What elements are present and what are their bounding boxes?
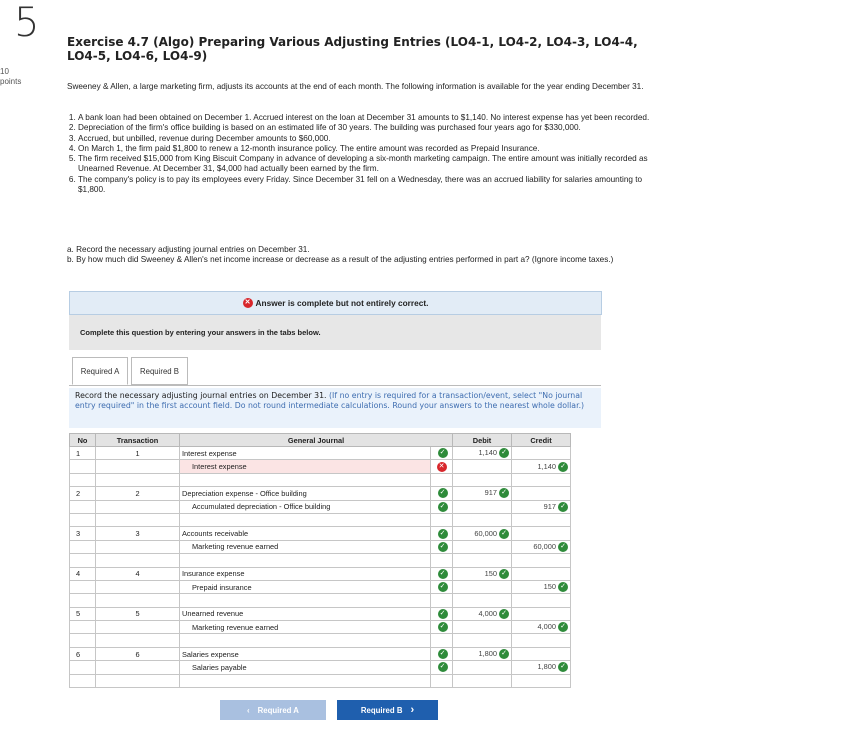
debit-amount-cell[interactable] — [453, 460, 512, 473]
account-status — [431, 500, 453, 513]
chevron-left-icon: ‹ — [247, 705, 250, 715]
transaction-empty — [96, 580, 180, 593]
entry-number: 4 — [70, 567, 96, 580]
tab-required-b[interactable]: Required B — [131, 357, 188, 385]
check-icon: ✓ — [499, 609, 509, 619]
debit-account-select[interactable]: Insurance expense — [180, 567, 431, 580]
debit-account-select[interactable]: Unearned revenue — [180, 607, 431, 620]
check-icon: ✓ — [438, 529, 448, 539]
debit-amount-cell[interactable] — [453, 621, 512, 634]
credit-amount-cell[interactable] — [512, 580, 571, 593]
journal-table — [69, 433, 571, 688]
credit-account-select[interactable]: Interest expense — [180, 460, 431, 473]
credit-account-select[interactable]: Salaries payable — [180, 661, 431, 674]
blank-cell — [180, 554, 431, 567]
col-transaction: Transaction — [96, 434, 180, 447]
list-item: 5. The firm received $15,000 from King Biscuit Company in advance of developing a six-month marketing campaign. The entire amount was initially recorded as Unearned Revenue. At December 31, $4,000 had actually been earned by the firm. — [78, 154, 663, 175]
account-status — [431, 580, 453, 593]
debit-amount-cell[interactable] — [453, 540, 512, 553]
prev-required-a-button[interactable] — [220, 700, 326, 720]
blank-cell — [512, 513, 571, 526]
blank-cell — [96, 634, 180, 647]
check-icon: ✓ — [558, 542, 568, 552]
debit-account-select[interactable]: Depreciation expense - Office building — [180, 487, 431, 500]
entry-number: 1 — [70, 447, 96, 460]
instructions-panel — [69, 315, 601, 350]
table-row — [70, 527, 571, 540]
exercise-title: Exercise 4.7 (Algo) Preparing Various Adjusting Entries (LO4-1, LO4-2, LO4-3, LO4-4, LO4-5, LO4-6, LO4-9) — [67, 35, 638, 63]
blank-cell — [512, 473, 571, 486]
tab-instruction-text: Record the necessary adjusting journal entries on December 31. — [75, 391, 327, 400]
blank-cell — [180, 634, 431, 647]
transaction-empty — [96, 540, 180, 553]
debit-account-select[interactable]: Interest expense — [180, 447, 431, 460]
entry-number: 3 — [70, 527, 96, 540]
debit-account-select[interactable]: Salaries expense — [180, 647, 431, 660]
account-status — [431, 647, 453, 660]
list-item: 1. A bank loan had been obtained on December 1. Accrued interest on the loan at December 31 amounts to $1,140. No interest expense has yet been recorded. — [78, 113, 663, 123]
check-icon: ✓ — [558, 462, 568, 472]
credit-amount-cell[interactable] — [512, 540, 571, 553]
credit-amount-cell[interactable] — [512, 447, 571, 460]
debit-amount-cell[interactable] — [453, 500, 512, 513]
table-row — [70, 607, 571, 620]
blank-cell — [453, 634, 512, 647]
debit-amount-cell[interactable] — [453, 580, 512, 593]
credit-amount: 4,000 — [537, 622, 556, 632]
table-row-blank — [70, 594, 571, 607]
tab-instructions — [69, 388, 601, 428]
credit-amount-cell[interactable] — [512, 567, 571, 580]
list-item: 4. On March 1, the firm paid $1,800 to renew a 12-month insurance policy. The entire amount was recorded as Prepaid Insurance. — [78, 144, 663, 154]
debit-amount-cell[interactable] — [453, 647, 512, 660]
account-status — [431, 661, 453, 674]
table-header-row — [70, 434, 571, 447]
blank-cell — [70, 513, 96, 526]
account-status — [431, 460, 453, 473]
account-status — [431, 621, 453, 634]
error-icon: ✕ — [243, 298, 253, 308]
points-text: points — [0, 77, 22, 86]
table-row — [70, 460, 571, 473]
entry-number-empty — [70, 661, 96, 674]
account-status — [431, 527, 453, 540]
blank-cell — [512, 554, 571, 567]
entry-number-empty — [70, 500, 96, 513]
table-row — [70, 500, 571, 513]
entry-number: 5 — [70, 607, 96, 620]
check-icon: ✓ — [438, 662, 448, 672]
table-row — [70, 621, 571, 634]
list-item: 6. The company's policy is to pay its employees every Friday. Since December 31 fell on a Wednesday, there was an accrued liability for salaries amounting to $1,800. — [78, 175, 663, 196]
blank-cell — [70, 674, 96, 687]
transaction-empty — [96, 621, 180, 634]
blank-cell — [96, 674, 180, 687]
error-icon: ✕ — [437, 462, 447, 472]
credit-amount-cell[interactable] — [512, 621, 571, 634]
blank-cell — [70, 634, 96, 647]
col-no: No — [70, 434, 96, 447]
transaction-list — [67, 113, 663, 195]
col-credit: Credit — [512, 434, 571, 447]
debit-amount-cell[interactable] — [453, 661, 512, 674]
question-number: 5 — [14, 0, 40, 46]
col-debit: Debit — [453, 434, 512, 447]
blank-cell — [96, 513, 180, 526]
transaction-number: 1 — [96, 447, 180, 460]
entry-number: 2 — [70, 487, 96, 500]
account-status — [431, 540, 453, 553]
blank-cell — [180, 473, 431, 486]
blank-cell — [96, 473, 180, 486]
tab-divider — [69, 385, 601, 386]
points-label — [0, 67, 21, 87]
account-status — [431, 447, 453, 460]
blank-cell — [96, 554, 180, 567]
credit-amount: 60,000 — [533, 541, 556, 551]
table-row-blank — [70, 634, 571, 647]
instructions-text: Complete this question by entering your answers in the tabs below. — [80, 328, 321, 337]
check-icon: ✓ — [438, 502, 448, 512]
check-icon: ✓ — [438, 542, 448, 552]
credit-amount: 917 — [543, 501, 556, 511]
table-row — [70, 567, 571, 580]
blank-cell — [431, 513, 453, 526]
table-row — [70, 661, 571, 674]
blank-cell — [453, 554, 512, 567]
credit-account-select[interactable]: Marketing revenue earned — [180, 540, 431, 553]
debit-amount: 4,000 — [478, 608, 497, 618]
intro-text: Sweeney & Allen, a large marketing firm, adjusts its accounts at the end of each month. The following information is available for the year ending December 31. — [67, 82, 644, 91]
transaction-number: 4 — [96, 567, 180, 580]
answer-status-banner — [69, 291, 602, 315]
transaction-number: 5 — [96, 607, 180, 620]
check-icon: ✓ — [438, 569, 448, 579]
debit-amount-cell[interactable] — [453, 607, 512, 620]
blank-cell — [70, 594, 96, 607]
credit-amount-cell[interactable] — [512, 487, 571, 500]
entry-number: 6 — [70, 647, 96, 660]
list-item: 3. Accrued, but unbilled, revenue during December amounts to $60,000. — [78, 134, 663, 144]
credit-amount: 150 — [543, 582, 556, 592]
transaction-empty — [96, 460, 180, 473]
answer-status-text: Answer is complete but not entirely correct. — [255, 298, 429, 308]
credit-amount-cell[interactable] — [512, 500, 571, 513]
credit-account-select[interactable]: Marketing revenue earned — [180, 621, 431, 634]
check-icon: ✓ — [499, 569, 509, 579]
account-status — [431, 567, 453, 580]
credit-amount-cell[interactable] — [512, 661, 571, 674]
debit-amount-cell[interactable] — [453, 487, 512, 500]
credit-account-select[interactable]: Prepaid insurance — [180, 580, 431, 593]
debit-amount-cell[interactable] — [453, 527, 512, 540]
check-icon: ✓ — [558, 502, 568, 512]
table-row — [70, 540, 571, 553]
debit-amount-cell[interactable] — [453, 447, 512, 460]
account-status — [431, 487, 453, 500]
check-icon: ✓ — [499, 488, 509, 498]
table-row-blank — [70, 513, 571, 526]
table-row-blank — [70, 554, 571, 567]
check-icon: ✓ — [438, 622, 448, 632]
credit-amount-cell[interactable] — [512, 607, 571, 620]
check-icon: ✓ — [558, 622, 568, 632]
check-icon: ✓ — [438, 609, 448, 619]
credit-amount-cell[interactable] — [512, 460, 571, 473]
blank-cell — [453, 594, 512, 607]
blank-cell — [180, 513, 431, 526]
blank-cell — [70, 473, 96, 486]
credit-amount-cell[interactable] — [512, 527, 571, 540]
check-icon: ✓ — [499, 529, 509, 539]
check-icon: ✓ — [438, 488, 448, 498]
table-row — [70, 487, 571, 500]
blank-cell — [431, 594, 453, 607]
entry-number-empty — [70, 540, 96, 553]
task-a: a. Record the necessary adjusting journal entries on December 31. — [67, 245, 310, 254]
table-row — [70, 580, 571, 593]
chevron-right-icon: › — [410, 704, 415, 716]
check-icon: ✓ — [499, 649, 509, 659]
debit-amount-cell[interactable] — [453, 567, 512, 580]
debit-amount: 917 — [484, 488, 497, 498]
table-row-blank — [70, 473, 571, 486]
tab-instruction-note: (If no entry is required for a transaction/event, select "No journal entry required" in the first account field. Do not round intermediate calculations. Round your answers to the nearest whole dollar.) — [75, 391, 585, 410]
entry-number-empty — [70, 580, 96, 593]
debit-account-select[interactable]: Accounts receivable — [180, 527, 431, 540]
table-row — [70, 647, 571, 660]
check-icon: ✓ — [558, 662, 568, 672]
blank-cell — [180, 594, 431, 607]
credit-account-select[interactable]: Accumulated depreciation - Office building — [180, 500, 431, 513]
next-label: Required B — [360, 705, 403, 715]
blank-cell — [512, 674, 571, 687]
check-icon: ✓ — [438, 649, 448, 659]
debit-amount: 60,000 — [474, 528, 497, 538]
blank-cell — [431, 634, 453, 647]
blank-cell — [453, 674, 512, 687]
entry-number-empty — [70, 621, 96, 634]
check-icon: ✓ — [499, 448, 509, 458]
blank-cell — [431, 554, 453, 567]
blank-cell — [70, 554, 96, 567]
blank-cell — [512, 594, 571, 607]
table-row — [70, 447, 571, 460]
check-icon: ✓ — [558, 582, 568, 592]
task-requirements — [67, 245, 652, 266]
prev-label: Required A — [257, 705, 299, 715]
points-value: 10 — [0, 67, 9, 76]
col-general-journal: General Journal — [180, 434, 453, 447]
account-status — [431, 607, 453, 620]
blank-cell — [431, 473, 453, 486]
task-b: b. By how much did Sweeney & Allen's net income increase or decrease as a result of the adjusting entries performed in part a? (Ignore income taxes.) — [67, 255, 614, 265]
transaction-empty — [96, 500, 180, 513]
debit-amount: 150 — [484, 568, 497, 578]
transaction-number: 3 — [96, 527, 180, 540]
blank-cell — [180, 674, 431, 687]
tab-required-a[interactable]: Required A — [72, 357, 128, 385]
entry-number-empty — [70, 460, 96, 473]
transaction-number: 6 — [96, 647, 180, 660]
check-icon: ✓ — [438, 448, 448, 458]
credit-amount: 1,140 — [537, 461, 556, 471]
list-item: 2. Depreciation of the firm's office building is based on an estimated life of 30 years. The building was purchased four years ago for $330,000. — [78, 123, 663, 133]
blank-cell — [453, 513, 512, 526]
next-required-b-button[interactable] — [337, 700, 438, 720]
blank-cell — [453, 473, 512, 486]
blank-cell — [96, 594, 180, 607]
blank-cell — [431, 674, 453, 687]
credit-amount: 1,800 — [537, 662, 556, 672]
table-row-blank — [70, 674, 571, 687]
credit-amount-cell[interactable] — [512, 647, 571, 660]
debit-amount: 1,800 — [478, 649, 497, 659]
debit-amount: 1,140 — [478, 448, 497, 458]
blank-cell — [512, 634, 571, 647]
transaction-number: 2 — [96, 487, 180, 500]
transaction-empty — [96, 661, 180, 674]
check-icon: ✓ — [438, 582, 448, 592]
